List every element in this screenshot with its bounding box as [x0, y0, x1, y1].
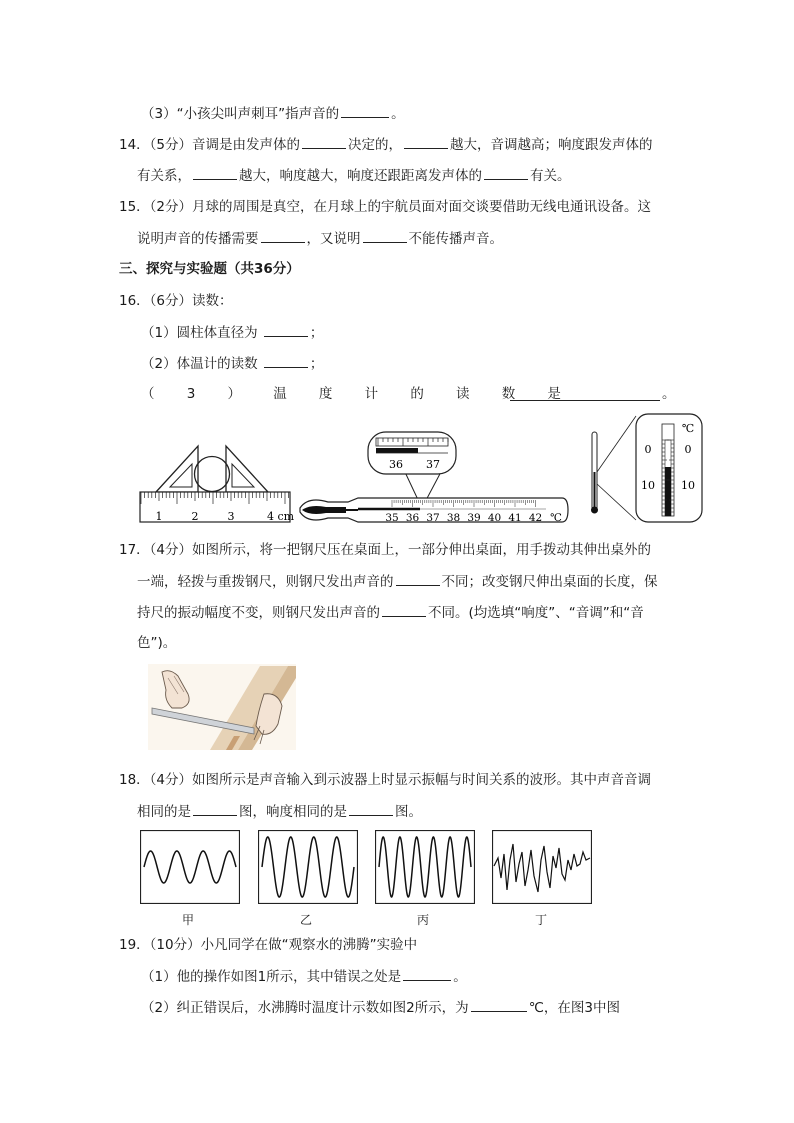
ruler-label: 1: [155, 510, 163, 523]
scale-label: 35: [385, 512, 399, 524]
answer-blank[interactable]: [341, 103, 389, 118]
answer-blank[interactable]: [403, 966, 451, 981]
scale-label: 37: [426, 512, 440, 524]
q19-part1: （1）他的操作如图1所示，其中错误之处是 。: [141, 966, 467, 987]
scale-label: 38: [446, 512, 461, 524]
ruler-label: 3: [227, 510, 235, 523]
clinical-labels: [385, 512, 562, 524]
answer-blank[interactable]: [302, 134, 346, 149]
q14-line1: 14．（5分）音调是由发声体的 决定的， 越大，音调越高；响度跟发声体的: [119, 134, 653, 155]
q17-line4: 色”)。: [137, 635, 177, 651]
clinical-thermometer-figure: [296, 430, 570, 530]
waveform-ding: [492, 830, 592, 904]
q18-line2: 相同的是 图，响度相同的是 图。: [137, 801, 422, 822]
liquid-column: [665, 467, 671, 516]
scale-label: 39: [467, 512, 481, 524]
zoom-connector: [597, 416, 636, 472]
tick-label: 10: [681, 479, 695, 492]
q14-line2: 有关系， 越大，响度越大，响度还跟距离发声体的 有关。: [137, 165, 571, 186]
q17-line2: 一端，轻拨与重拨钢尺，则钢尺发出声音的 不同；改变钢尺伸出桌面的长度，保: [137, 571, 658, 592]
answer-blank[interactable]: [404, 134, 448, 149]
answer-blank[interactable]: [484, 165, 528, 180]
q19-part2: （2）纠正错误后，水沸腾时温度计示数如图2所示，为 ℃，在图3中图: [141, 997, 620, 1018]
unit-label: ℃: [681, 422, 695, 435]
q18-line1: 18．（4分）如图所示是声音输入到示波器上时显示振幅与时间关系的波形。其中声音音调: [119, 772, 652, 788]
q17-line3: 持尺的振动幅度不变，则钢尺发出声音的 不同。(均选填“响度”、“音调”和“音: [137, 602, 644, 623]
waveform-bing: [375, 830, 475, 904]
zoom-label: 37: [426, 458, 440, 471]
answer-blank[interactable]: [193, 165, 237, 180]
zoom-label: 36: [389, 458, 403, 471]
right-triangle-icon: [226, 446, 268, 492]
answer-blank[interactable]: [471, 997, 527, 1012]
scale-label: 36: [405, 512, 420, 524]
q16-part1: （1）圆柱体直径为 ；: [141, 322, 323, 343]
waveform-label: 乙: [300, 913, 313, 927]
thermometer-bulb: [302, 506, 346, 514]
left-triangle-icon: [156, 446, 198, 492]
q15-line1: 15．（2分）月球的周围是真空，在月球上的宇航员面对面交谈要借助无线电通讯设备。这: [119, 199, 652, 215]
scale-label: 42: [528, 512, 543, 524]
scale-label: ℃: [550, 512, 562, 524]
scale-label: 40: [487, 512, 502, 524]
lab-thermometer-figure: [586, 410, 706, 526]
answer-blank[interactable]: [193, 801, 237, 816]
mercury-column-zoom: [376, 448, 418, 453]
waveform-jia: [140, 830, 240, 904]
tick-label: 10: [641, 479, 655, 492]
zoom-connector: [597, 484, 636, 520]
waveform-label: 甲: [182, 913, 195, 927]
ruler-label: 4 cm: [267, 510, 295, 523]
q17-line1: 17．（4分）如图所示，将一把钢尺压在桌面上，一部分伸出桌面，用手拨动其伸出桌外的: [119, 542, 652, 558]
answer-blank[interactable]: [510, 386, 660, 401]
steel-ruler-photo: [148, 664, 296, 750]
scale-label: 41: [508, 512, 522, 524]
tick-label: 0: [644, 443, 652, 456]
q19-head: 19．（10分）小凡同学在做“观察水的沸腾”实验中: [119, 937, 418, 953]
answer-blank[interactable]: [363, 228, 407, 243]
ruler-figure: [138, 412, 298, 528]
waveform-label: 丁: [535, 913, 548, 927]
q16-head: 16．（6分）读数：: [119, 293, 233, 309]
answer-blank[interactable]: [264, 353, 308, 368]
waveform-label: 丙: [417, 913, 430, 927]
waveform-yi: [258, 830, 358, 904]
tick-label: 0: [684, 443, 692, 456]
answer-blank[interactable]: [349, 801, 393, 816]
answer-blank[interactable]: [382, 602, 426, 617]
answer-blank[interactable]: [261, 228, 305, 243]
cylinder-cross-section: [195, 457, 230, 492]
answer-blank[interactable]: [396, 571, 440, 586]
q15-line2: 说明声音的传播需要 ，又说明 不能传播声音。: [137, 228, 503, 249]
ruler-label: 2: [191, 510, 199, 523]
q16-part2: （2）体温计的读数 ；: [141, 353, 323, 374]
section-heading: 三、探究与实验题（共36分）: [119, 261, 300, 277]
answer-blank[interactable]: [264, 322, 308, 337]
q13-part3: （3）“小孩尖叫声刺耳”指声音的 。: [141, 103, 405, 124]
